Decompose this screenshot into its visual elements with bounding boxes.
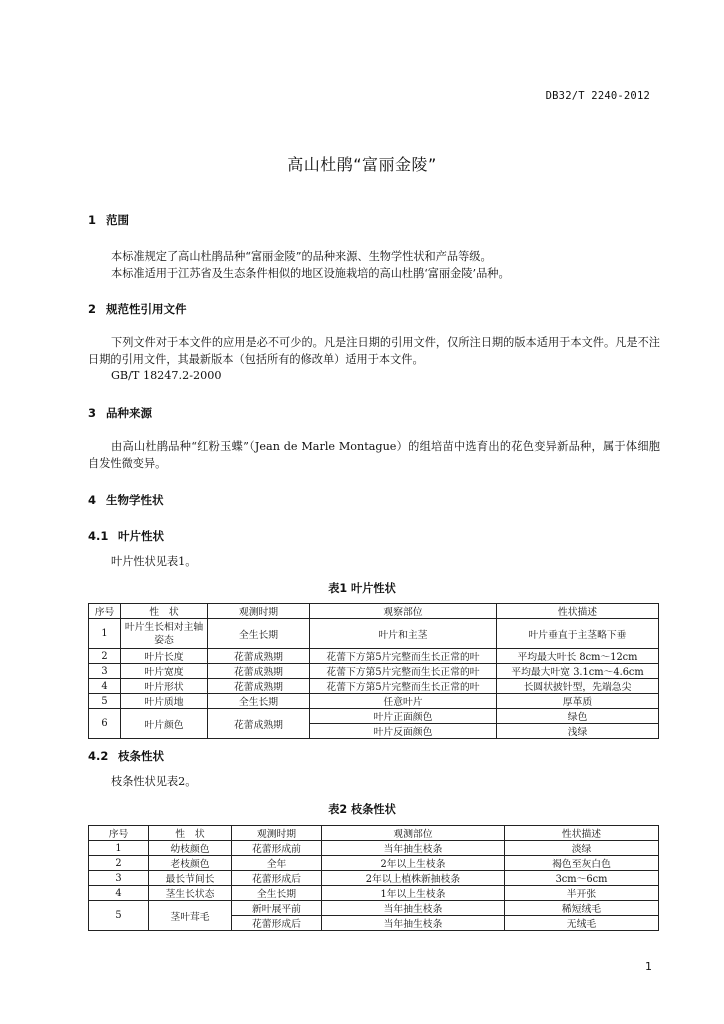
table-cell: 2年以上植株新抽枝条 [322,871,505,886]
column-header: 观察部位 [310,604,497,619]
table-cell: 花蕾成熟期 [208,709,310,739]
section-4-2-heading [88,748,164,764]
section-number: 2 [88,302,97,316]
table-cell: 3cm～6cm [505,871,659,886]
table-header-row [89,826,659,841]
table-cell: 叶片宽度 [121,664,208,679]
table-cell: 平均最大叶宽 3.1cm～4.6cm [497,664,659,679]
section-title: 范围 [106,213,129,227]
section-number: 4.2 [88,749,109,763]
table-cell: 叶片颜色 [121,709,208,739]
table-branch-traits [88,825,659,931]
table-cell: 无绒毛 [505,916,659,931]
table-cell: 花蕾下方第5片完整而生长正常的叶 [310,649,497,664]
table-cell: 全生长期 [208,694,310,709]
table-row [89,709,659,724]
table-cell: 淡绿 [505,841,659,856]
table-cell: 半开张 [505,886,659,901]
table-1-intro: 叶片性状见表1。 [111,555,197,568]
table-cell: 新叶展平前 [232,901,322,916]
table-cell: 长圆状披针型，先端急尖 [497,679,659,694]
table-cell: 叶片长度 [121,649,208,664]
table-row [89,649,659,664]
table-cell: 叶片正面颜色 [310,709,497,724]
column-header: 性状描述 [497,604,659,619]
table-cell: 5 [89,901,149,931]
section-2-paragraph: 下列文件对于本文件的应用是必不可少的。凡是注日期的引用文件，仅所注日期的版本适用于本文件。凡是不注日期的引用文件，其最新版本（包括所有的修改单）适用于本文件。 [88,336,660,366]
section-4-heading [88,492,164,508]
table-row [89,679,659,694]
table-cell: 茎叶茸毛 [149,901,232,931]
column-header: 观测时期 [208,604,310,619]
table-cell: 花蕾形成后 [232,871,322,886]
table-cell: 任意叶片 [310,694,497,709]
table-row [89,664,659,679]
table-cell: 花蕾下方第5片完整而生长正常的叶 [310,664,497,679]
table-row [89,619,659,649]
section-1-paragraph-2: 本标准适用于江苏省及生态条件相似的地区设施栽培的高山杜鹃‘富丽金陵’品种。 [111,267,510,280]
table-header-row [89,604,659,619]
table-cell: 老枝颜色 [149,856,232,871]
table-cell: 叶片和主茎 [310,619,497,649]
table-cell: 花蕾形成前 [232,841,322,856]
table-cell: 1 [89,841,149,856]
table-cell: 花蕾成熟期 [208,649,310,664]
table-row [89,856,659,871]
section-title: 叶片性状 [118,529,164,543]
table-cell: 1 [89,619,121,649]
table-cell: 叶片质地 [121,694,208,709]
section-1-heading [88,212,129,228]
table-cell: 当年抽生枝条 [322,901,505,916]
section-title: 规范性引用文件 [106,302,187,316]
table-cell: 叶片反面颜色 [310,724,497,739]
standard-number: DB32/T 2240-2012 [545,90,650,102]
section-title: 枝条性状 [118,749,164,763]
table-cell: 花蕾成熟期 [208,664,310,679]
section-3-heading [88,405,152,421]
table-cell: 叶片形状 [121,679,208,694]
table-cell: 花蕾形成后 [232,916,322,931]
column-header: 序号 [89,826,149,841]
table-leaf-traits [88,603,659,739]
table-cell: 6 [89,709,121,739]
column-header: 性状描述 [505,826,659,841]
table-2-caption: 表2 枝条性状 [328,803,396,816]
section-2-heading [88,301,187,317]
section-number: 3 [88,406,97,420]
table-cell: 4 [89,886,149,901]
section-title: 品种来源 [106,406,152,420]
table-cell: 平均最大叶长 8cm～12cm [497,649,659,664]
table-2-intro: 枝条性状见表2。 [111,775,197,788]
table-cell: 2 [89,856,149,871]
table-cell: 浅绿 [497,724,659,739]
column-header: 性 状 [149,826,232,841]
table-cell: 2年以上生枝条 [322,856,505,871]
section-title: 生物学性状 [106,493,164,507]
table-row [89,694,659,709]
section-3-paragraph: 由高山杜鹃品种“红粉玉蝶”（Jean de Marle Montague）的组培苗中选育出的花色变异新品种，属于体细胞自发性微变异。 [88,440,660,470]
table-cell: 当年抽生枝条 [322,841,505,856]
table-cell: 幼枝颜色 [149,841,232,856]
table-cell: 全年 [232,856,322,871]
table-cell: 3 [89,664,121,679]
table-cell: 4 [89,679,121,694]
table-cell: 稀短绒毛 [505,901,659,916]
table-cell: 绿色 [497,709,659,724]
table-cell: 最长节间长 [149,871,232,886]
section-number: 1 [88,213,97,227]
table-cell: 5 [89,694,121,709]
table-cell: 全生长期 [232,886,322,901]
table-cell: 厚革质 [497,694,659,709]
page-number: 1 [645,960,652,973]
normative-reference: GB/T 18247.2-2000 [111,369,222,382]
table-row [89,871,659,886]
table-cell: 叶片垂直于主茎略下垂 [497,619,659,649]
column-header: 观测部位 [322,826,505,841]
table-cell: 褐色至灰白色 [505,856,659,871]
table-cell: 花蕾下方第5片完整而生长正常的叶 [310,679,497,694]
section-1-paragraph-1: 本标准规定了高山杜鹃品种“富丽金陵”的品种来源、生物学性状和产品等级。 [111,250,492,263]
table-cell: 花蕾成熟期 [208,679,310,694]
table-cell: 3 [89,871,149,886]
table-cell: 茎生长状态 [149,886,232,901]
table-cell: 当年抽生枝条 [322,916,505,931]
table-cell: 叶片生长相对主轴姿态 [121,619,208,649]
column-header: 观测时期 [232,826,322,841]
table-row [89,901,659,916]
table-cell: 2 [89,649,121,664]
column-header: 序号 [89,604,121,619]
table-row [89,841,659,856]
table-1-caption: 表1 叶片性状 [328,582,396,595]
column-header: 性 状 [121,604,208,619]
table-cell: 1年以上生枝条 [322,886,505,901]
section-number: 4.1 [88,529,109,543]
table-row [89,886,659,901]
document-title: 高山杜鹃“富丽金陵” [287,155,437,174]
section-number: 4 [88,493,97,507]
table-cell: 全生长期 [208,619,310,649]
section-4-1-heading [88,528,164,544]
